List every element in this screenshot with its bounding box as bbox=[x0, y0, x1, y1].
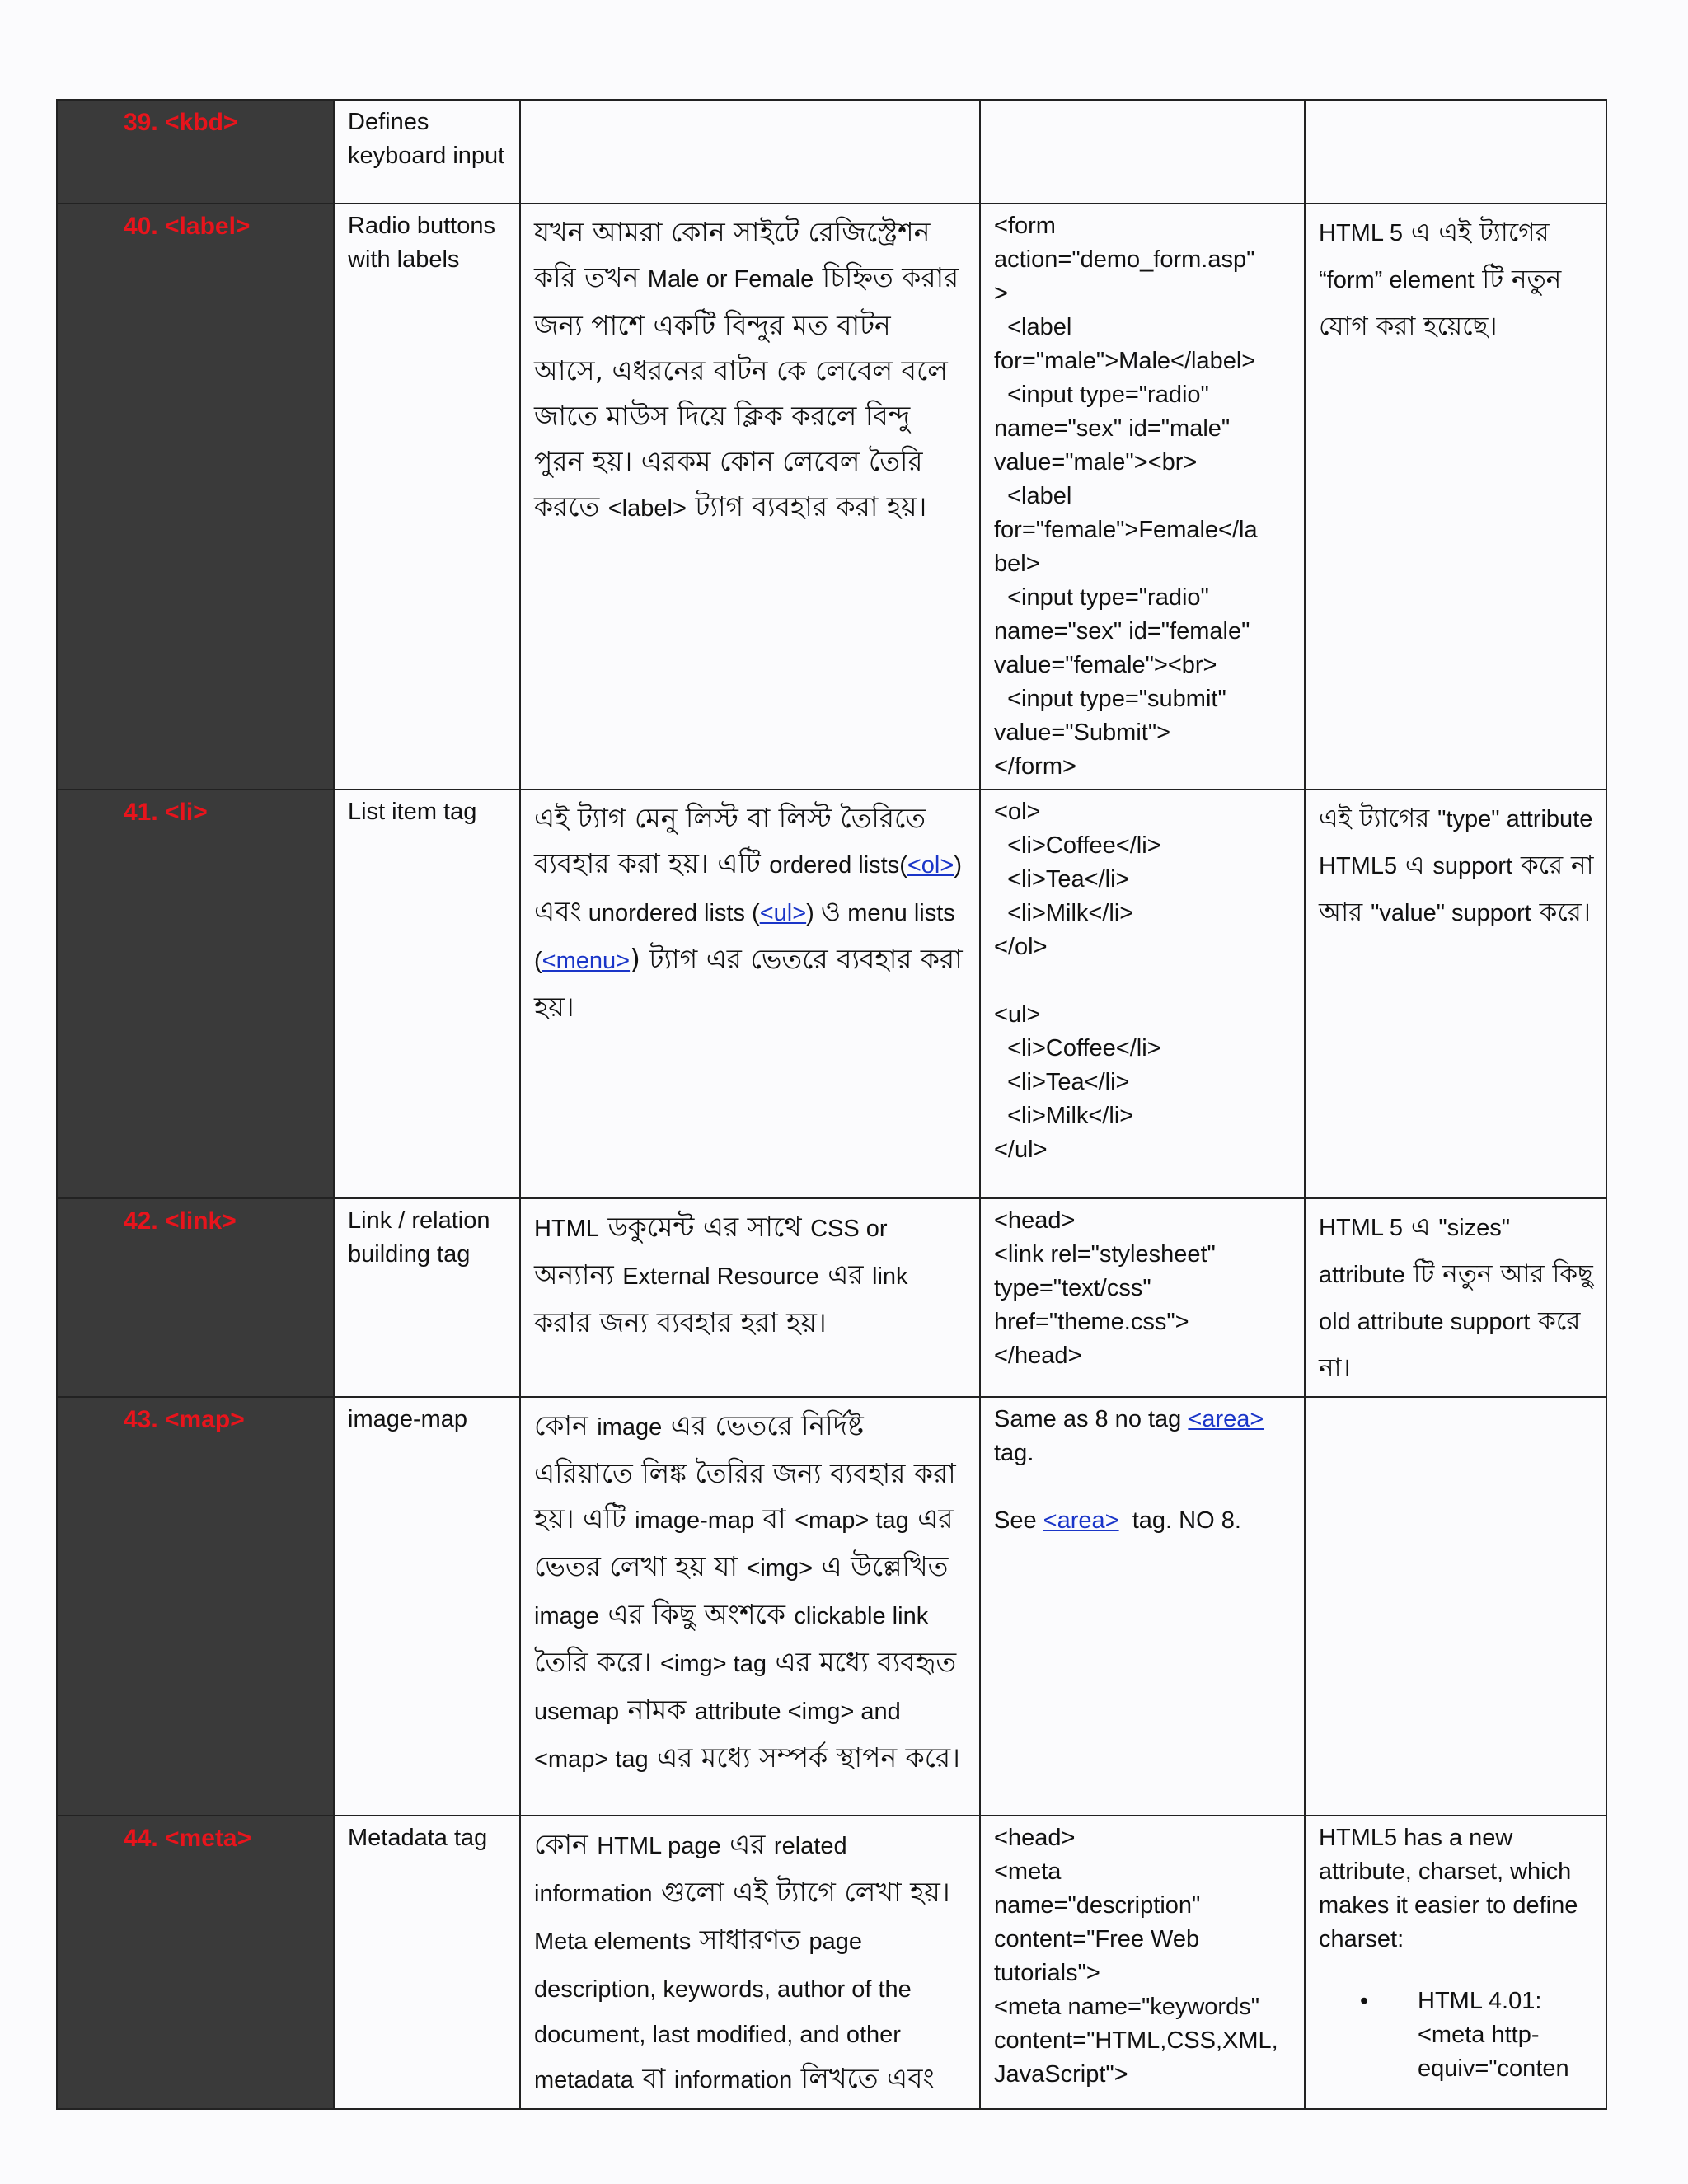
text-span: tag. NO 8. bbox=[1118, 1507, 1241, 1534]
text-span: করার জন্য ব্যবহার হরা হয়। bbox=[534, 1306, 827, 1338]
table-row-kbd bbox=[57, 100, 1606, 204]
text-span: বা bbox=[754, 1502, 795, 1535]
text-span: support bbox=[1432, 853, 1513, 879]
tag-description: Radio buttons with labels bbox=[334, 204, 520, 790]
text-span: ordered lists( bbox=[769, 852, 907, 879]
code-example: <head> <link rel="stylesheet" type="text/css" href="theme.css"> </head> bbox=[980, 1198, 1305, 1397]
bangla-explanation bbox=[520, 100, 980, 204]
text-span: HTML 5 bbox=[1319, 1215, 1404, 1241]
tag-name: 42. <link> bbox=[57, 1198, 334, 1397]
text-span: CSS or bbox=[810, 1216, 888, 1242]
area-link[interactable]: <area> bbox=[1043, 1507, 1119, 1534]
ol-link[interactable]: <ol> bbox=[907, 852, 954, 879]
text-span: টি নতুন আর কিছু bbox=[1404, 1259, 1593, 1289]
text-span: <map> tag bbox=[795, 1507, 909, 1534]
text-span: HTML bbox=[534, 1216, 599, 1242]
tag-description: List item tag bbox=[334, 790, 520, 1198]
text-span: ) bbox=[954, 852, 962, 879]
text-span: নামক bbox=[619, 1694, 695, 1726]
text-span: এর কিছু অংশকে bbox=[599, 1598, 795, 1630]
text-span: করে। bbox=[1531, 898, 1591, 927]
html5-note bbox=[1305, 100, 1606, 204]
text-span: ) bbox=[806, 900, 821, 926]
text-span: HTML page bbox=[597, 1833, 721, 1859]
html5-note bbox=[1305, 790, 1606, 1198]
bangla-explanation bbox=[520, 204, 980, 790]
note-bullet-list bbox=[1319, 1985, 1594, 2086]
table-row-li bbox=[57, 790, 1606, 1198]
text-span: <img> tag bbox=[659, 1651, 767, 1677]
code-example bbox=[980, 1397, 1305, 1816]
text-span: কোন bbox=[534, 1409, 598, 1441]
text-span: সাধারণত bbox=[691, 1924, 809, 1956]
html5-note bbox=[1305, 1198, 1606, 1397]
text-span: এ bbox=[1403, 1212, 1439, 1242]
text-span: করে না আর bbox=[1319, 851, 1594, 927]
html-tags-table bbox=[56, 99, 1607, 2110]
text-span: এ উল্লেখিত bbox=[813, 1550, 949, 1582]
text-span: ও bbox=[820, 895, 842, 927]
text-span: লিখতে এবং bbox=[792, 2062, 935, 2094]
text-span: related information bbox=[534, 1833, 847, 1907]
code-example bbox=[980, 790, 1305, 1198]
text-span: চিহ্নিত করার জন্য পাশে একটি বিন্দুর মত বাটন আসে, এধরনের বাটন কে লেবেল বলে জাতে মাউস দিয়ে ক্লিক করলে বিন্দু পুরন হয়। এরকম কোন লেবেল তৈরি করতে bbox=[534, 261, 959, 523]
tag-description: Link / relation building tag bbox=[334, 1198, 520, 1397]
bangla-explanation bbox=[520, 790, 980, 1198]
text-span: page description, keywords, author of the document, last modified, and other metadata bbox=[534, 1929, 912, 2093]
bangla-explanation bbox=[520, 1816, 980, 2109]
list-item bbox=[1360, 1985, 1594, 2086]
table-row-link bbox=[57, 1198, 1606, 1397]
text-span: এ bbox=[1397, 851, 1433, 880]
text-span: তৈরি করে। bbox=[534, 1646, 660, 1678]
text-span: unordered lists ( bbox=[581, 900, 760, 926]
text-span: গুলো এই ট্যাগে লেখা হয়। bbox=[652, 1876, 950, 1908]
text-span: “form” element bbox=[1319, 267, 1475, 293]
table-row-meta bbox=[57, 1816, 1606, 2109]
tag-description: image-map bbox=[334, 1397, 520, 1816]
text-span: কোন bbox=[534, 1828, 598, 1860]
text-span: link bbox=[872, 1263, 908, 1290]
bullet-icon: • bbox=[1360, 1988, 1369, 2014]
table-row-label bbox=[57, 204, 1606, 790]
text-span: ডকুমেন্ট এর সাথে bbox=[598, 1211, 811, 1243]
text-span: অন্যান্য bbox=[534, 1258, 623, 1291]
text-span: HTML 4.01: <meta http- equiv="conten bbox=[1418, 1988, 1569, 2082]
text-span: বা bbox=[633, 2062, 674, 2094]
text-span: clickable link bbox=[794, 1603, 929, 1629]
text-span: এই ট্যাগের bbox=[1319, 804, 1438, 833]
html5-note bbox=[1305, 1397, 1606, 1816]
code-example bbox=[980, 100, 1305, 204]
text-span: menu lists ( bbox=[534, 900, 955, 974]
text-span: "sizes" attribute bbox=[1319, 1215, 1511, 1288]
tag-name: 44. <meta> bbox=[57, 1816, 334, 2109]
text-span: Male or Female bbox=[647, 266, 814, 293]
text-span: যখন আমরা কোন সাইটে রেজিস্ট্রেশন করি তখন bbox=[534, 216, 931, 293]
text-span: image bbox=[534, 1603, 599, 1629]
text-span: করে না। bbox=[1319, 1306, 1581, 1383]
text-span: image bbox=[597, 1414, 663, 1441]
tag-description: Defines keyboard input bbox=[334, 100, 520, 204]
bangla-explanation bbox=[520, 1397, 980, 1816]
text-span: Same as 8 no tag bbox=[994, 1406, 1189, 1432]
text-span: attribute <img> and <map> tag bbox=[534, 1699, 901, 1773]
text-span: old attribute support bbox=[1319, 1309, 1531, 1335]
bangla-explanation bbox=[520, 1198, 980, 1397]
text-span: HTML 5 bbox=[1319, 220, 1404, 246]
text-span: "type" attribute HTML5 bbox=[1319, 806, 1593, 879]
text-span: tag. bbox=[994, 1440, 1034, 1466]
text-span: এই ট্যাগ মেনু লিস্ট বা লিস্ট তৈরিতে ব্যবহার করা হয়। এটি bbox=[534, 802, 926, 879]
code-example: <head> <meta name="description" content="Free Web tutorials"> <meta name="keywords" content="HTML,CSS,XML, JavaScript"> bbox=[980, 1816, 1305, 2109]
html5-note bbox=[1305, 1816, 1606, 2109]
text-span: <img> bbox=[746, 1555, 814, 1582]
table-row-map bbox=[57, 1397, 1606, 1816]
tag-name: 40. <label> bbox=[57, 204, 334, 790]
menu-link[interactable]: <menu> bbox=[542, 948, 631, 974]
text-span: ) ট্যাগ এর ভেতরে ব্যবহার করা হয়। bbox=[534, 943, 963, 1023]
text-span: এর ভেতরে নির্দিষ্ট এরিয়াতে লিঙ্ক তৈরির জন্য ব্যবহার করা হয়। এটি bbox=[534, 1409, 956, 1535]
tag-name: 41. <li> bbox=[57, 790, 334, 1198]
text-span: image-map bbox=[635, 1507, 755, 1534]
code-block-ul: <ul> <li>Coffee</li> <li>Tea</li> <li>Milk</li> </ul> bbox=[994, 1001, 1161, 1163]
code-block-ol: <ol> <li>Coffee</li> <li>Tea</li> <li>Milk</li> </ol> bbox=[994, 799, 1161, 960]
html5-note bbox=[1305, 204, 1606, 790]
tag-description: Metadata tag bbox=[334, 1816, 520, 2109]
text-span: <label> bbox=[607, 495, 687, 522]
text-span: এর bbox=[818, 1258, 872, 1291]
text-span: information bbox=[673, 2067, 793, 2093]
code-example: <form action="demo_form.asp" > <label for="male">Male</label> <input type="radio" name="sex" id="male" value="male"><br> <label for="female">Female</la bel> <input type="radio" name="sex" id="female" value="female"><br> <input type="submit" value="Submit"> </form> bbox=[980, 204, 1305, 790]
note-intro: HTML5 has a new attribute, charset, which makes it easier to define charset: bbox=[1319, 1825, 1578, 1952]
text-span: এর bbox=[720, 1828, 774, 1860]
text-span: টি নতুন যোগ করা হয়েছে। bbox=[1319, 265, 1562, 341]
text-span: "value" support bbox=[1371, 900, 1531, 926]
text-span: See bbox=[994, 1507, 1043, 1534]
ul-link[interactable]: <ul> bbox=[759, 900, 807, 926]
tag-name: 43. <map> bbox=[57, 1397, 334, 1816]
text-span: ট্যাগ ব্যবহার করা হয়। bbox=[686, 490, 927, 523]
text-span: এ এই ট্যাগের bbox=[1403, 218, 1550, 247]
text-span: এবং bbox=[534, 895, 582, 927]
area-link[interactable]: <area> bbox=[1188, 1406, 1264, 1432]
text-span: usemap bbox=[534, 1699, 620, 1725]
text-span: এর মধ্যে সম্পর্ক স্থাপন করে। bbox=[648, 1741, 960, 1774]
text-span: এর মধ্যে ব্যবহৃত bbox=[766, 1646, 957, 1678]
tag-name: 39. <kbd> bbox=[57, 100, 334, 204]
text-span: Meta elements bbox=[534, 1929, 692, 1955]
text-span: এর ভেতর লেখা হয় যা bbox=[534, 1502, 954, 1582]
text-span: External Resource bbox=[622, 1263, 819, 1290]
